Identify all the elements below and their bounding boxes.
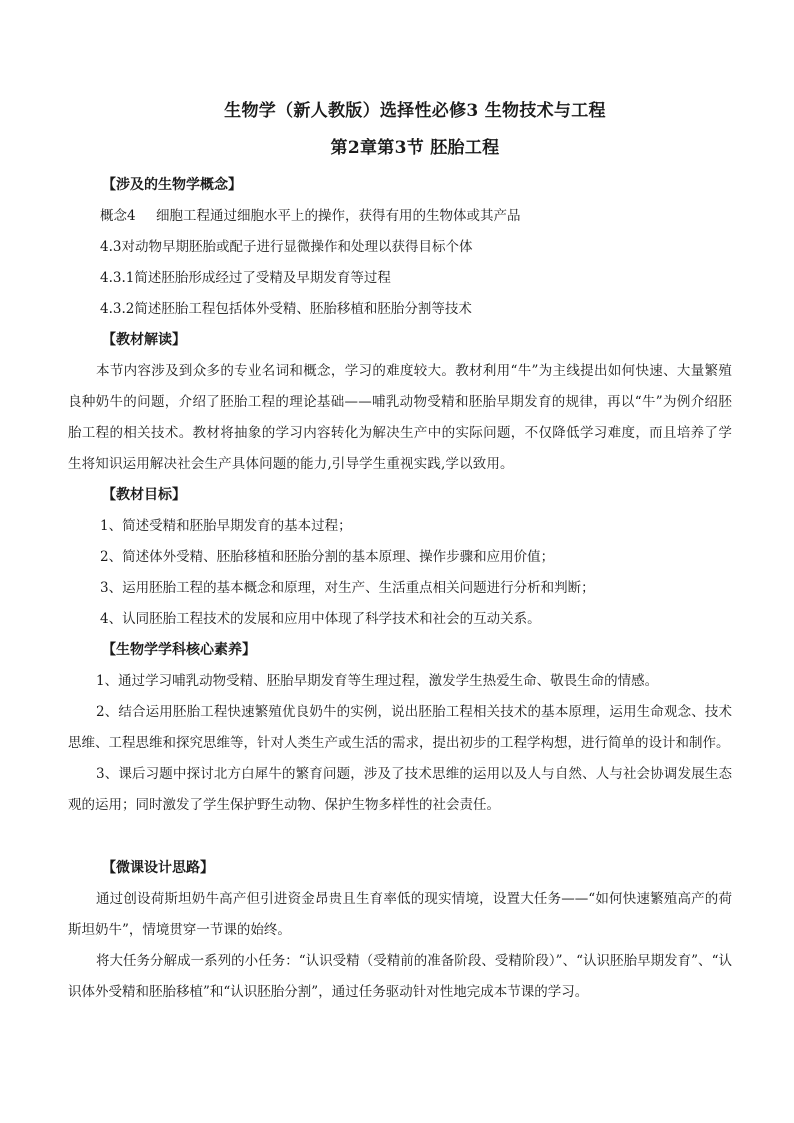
concept-line [68, 201, 732, 232]
design-paragraph: 将大任务分解成一系列的小任务：“认识受精（受精前的准备阶段、受精阶段）”、“认识胚胎早期发育”、“认识体外受精和胚胎移植”和“认识胚胎分割”，通过任务驱动针对性地完成本节课的学习。 [68, 953, 732, 1000]
interpretation-paragraph: 本节内容涉及到众多的专业名词和概念，学习的难度较大。教材利用“牛”为主线提出如何快速、大量繁殖良种奶牛的问题，介绍了胚胎工程的理论基础——哺乳动物受精和胚胎早期发育的规律，再以“牛”为例介绍胚胎工程的相关技术。教材将抽象的学习内容转化为解决生产中的实际问题，不仅降低学习难度，而且培养了学生将知识运用解决社会生产具体问题的能力,引导学生重视实践,学以致用。 [68, 363, 732, 472]
concept-label: 概念4 [100, 208, 136, 224]
design-heading: 【微课设计思路】 [102, 860, 214, 876]
goals-section [68, 480, 732, 635]
concept-item: 4.3对动物早期胚胎或配子进行显微操作和处理以获得目标个体 [100, 239, 473, 255]
document-subtitle: 第2章第3节 胚胎工程 [330, 138, 500, 158]
goal-item: 2、简述体外受精、胚胎移植和胚胎分割的基本原理、操作步骤和应用价值； [100, 549, 555, 565]
goal-item: 3、运用胚胎工程的基本概念和原理，对生产、生活重点相关问题进行分析和判断； [100, 580, 595, 596]
literacy-section [68, 635, 732, 821]
design-paragraph: 通过创设荷斯坦奶牛高产但引进资金昂贵且生育率低的现实情境，设置大任务——“如何快速繁殖高产的荷斯坦奶牛”，情境贯穿一节课的始终。 [68, 891, 732, 938]
concept-item: 4.3.1简述胚胎形成经过了受精及早期发育等过程 [100, 270, 391, 286]
concepts-section [68, 170, 732, 325]
goals-heading: 【教材目标】 [102, 487, 186, 503]
literacy-item: 2、结合运用胚胎工程快速繁殖优良奶牛的实例，说出胚胎工程相关技术的基本原理，运用生命观念、技术思维、工程思维和探究思维等，针对人类生产或生活的需求，提出初步的工程学构想，进行简单的设计和制作。 [68, 704, 732, 751]
concept-text: 细胞工程通过细胞水平上的操作，获得有用的生物体或其产品 [156, 208, 521, 224]
design-section [68, 853, 732, 1008]
literacy-item: 1、通过学习哺乳动物受精、胚胎早期发育等生理过程，激发学生热爱生命、敬畏生命的情感。 [96, 673, 659, 689]
interpretation-section [68, 325, 732, 480]
goal-item: 4、认同胚胎工程技术的发展和应用中体现了科学技术和社会的互动关系。 [100, 611, 541, 627]
literacy-heading: 【生物学学科核心素养】 [102, 642, 256, 658]
interpretation-heading: 【教材解读】 [102, 332, 186, 348]
concepts-heading: 【涉及的生物学概念】 [102, 177, 242, 193]
document-title: 生物学（新人教版）选择性必修3 生物技术与工程 [224, 101, 606, 121]
goal-item: 1、简述受精和胚胎早期发育的基本过程； [100, 518, 352, 534]
literacy-item: 3、课后习题中探讨北方白犀牛的繁育问题，涉及了技术思维的运用以及人与自然、人与社会协调发展生态观的运用；同时激发了学生保护野生动物、保护生物多样性的社会责任。 [68, 766, 732, 813]
concept-item: 4.3.2简述胚胎工程包括体外受精、胚胎移植和胚胎分割等技术 [100, 301, 472, 317]
